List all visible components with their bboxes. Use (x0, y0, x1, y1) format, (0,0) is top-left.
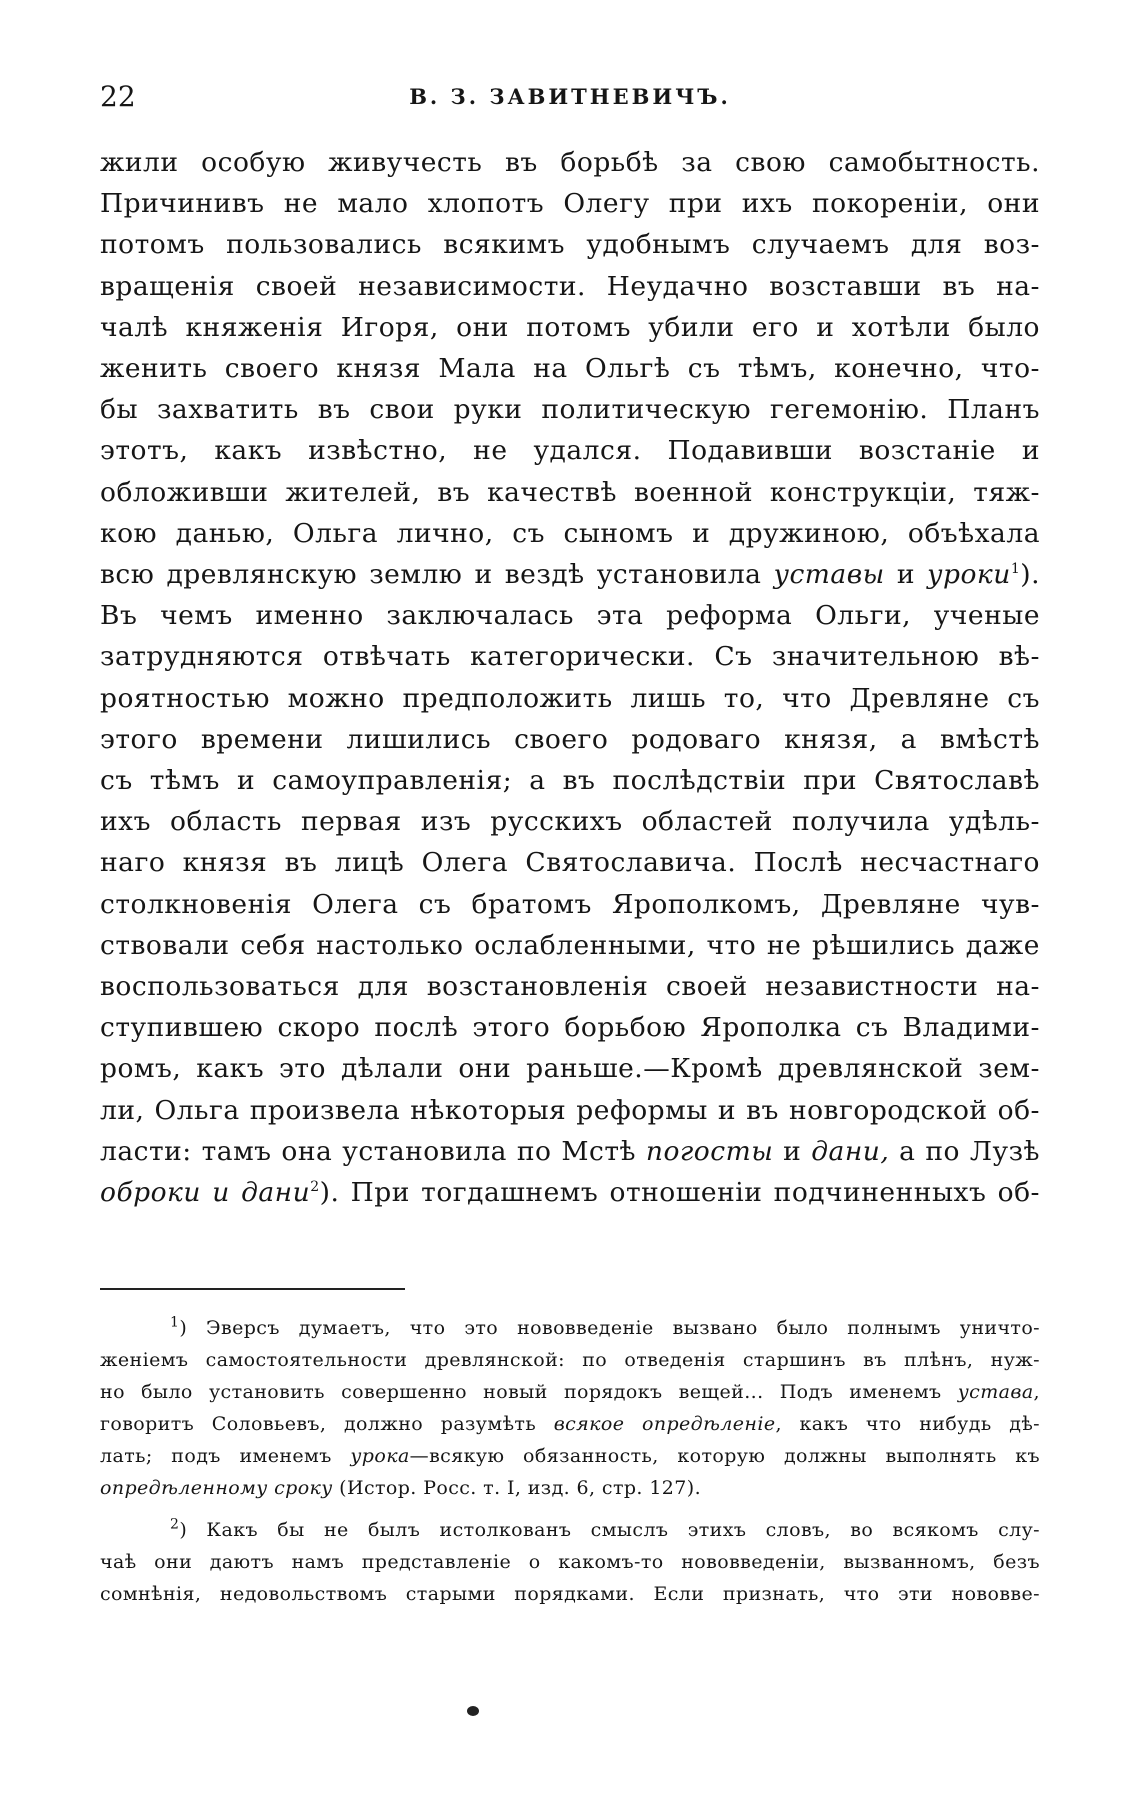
footnote-2: $^2$) Какъ бы не былъ истолкованъ смыслъ этихъ словъ, во всякомъ слу- (170, 1516, 1040, 1541)
footnote-ref: 1 (1010, 561, 1021, 578)
text-line: оброки и дани$^2$). При тогдашнемъ отношеніи подчиненныхъ об- (100, 1177, 1040, 1209)
text-line: этого времени лишились своего родоваго князя, а вмѣстѣ (100, 723, 1040, 755)
text-line: Причинивъ не мало хлопотъ Олегу при ихъ покореніи, они (100, 188, 1040, 220)
footnote-line: говоритъ Соловьевъ, должно разумѣть всякое опредѣленіе, какъ что нибудь дѣ- (100, 1413, 1040, 1435)
text-line: потомъ пользовались всякимъ удобнымъ случаемъ для воз- (100, 229, 1040, 261)
footnote-line: женіемъ самостоятельности древлянской: по отведенія старшинъ въ плѣнъ, нуж- (100, 1349, 1040, 1371)
footnote-line: сомнѣнія, недовольствомъ старыми порядками. Если признать, что эти нововве- (100, 1583, 1040, 1605)
footnote-line: лать; подъ именемъ урока—всякую обязанность, которую должны выполнять къ (100, 1445, 1040, 1467)
text-line: съ тѣмъ и самоуправленія; а въ послѣдствіи при Святославѣ (100, 765, 1040, 797)
text-line: кою данью, Ольга лично, съ сыномъ и дружиною, объѣхала (100, 517, 1040, 549)
ink-blot-mark (467, 1706, 479, 1716)
running-head: В. З. ЗАВИТНЕВИЧЪ. (409, 84, 731, 109)
footnote-line: чаѣ они даютъ намъ представленіе о какомъ-то нововведеніи, вызванномъ, безъ (100, 1551, 1040, 1573)
text-line: ли, Ольга произвела нѣкоторыя реформы и въ новгородской об- (100, 1094, 1040, 1126)
footnote-ref: 2 (310, 1179, 320, 1196)
text-line: этотъ, какъ извѣстно, не удался. Подавивши возстаніе и (100, 435, 1040, 467)
footnote-marker: 2 (170, 1516, 180, 1533)
text-line: обложивши жителей, въ качествѣ военной конструкціи, тяж- (100, 476, 1040, 508)
text-line: вращенія своей независимости. Неудачно возставши въ на- (100, 270, 1040, 302)
footnotes (100, 1312, 1040, 1610)
text-line: столкновенія Олега съ братомъ Ярополкомъ, Древляне чув- (100, 888, 1040, 920)
text-line: всю древлянскую землю и вездѣ установила уставы и уроки$^1$). (100, 559, 1040, 591)
text-line: женить своего князя Мала на Ольгѣ съ тѣмъ, конечно, что- (100, 353, 1040, 385)
text-line: наго князя въ лицѣ Олега Святославича. Послѣ несчастнаго (100, 847, 1040, 879)
main-text (100, 142, 1040, 1213)
footnote-divider (100, 1288, 405, 1290)
footnote-line: но было установить совершенно новый порядокъ вещей... Подъ именемъ устава, (100, 1381, 1040, 1403)
footnote-line: опредѣленному сроку (Истор. Росс. т. I, изд. 6, стр. 127). (100, 1477, 702, 1499)
page-number: 22 (100, 80, 136, 113)
text-line: ступившею скоро послѣ этого борьбою Ярополка съ Владими- (100, 1012, 1040, 1044)
footnote-marker: 1 (170, 1314, 180, 1331)
text-line: жили особую живучесть въ борьбѣ за свою самобытность. (100, 147, 1040, 178)
text-line: ствовали себя настолько ослабленными, что не рѣшились даже (100, 929, 1040, 961)
text-line: роятностью можно предположить лишь то, что Древляне съ (100, 682, 1040, 714)
text-line: затрудняются отвѣчать категорически. Съ значительною вѣ- (100, 641, 1040, 673)
text-line: чалѣ княженія Игоря, они потомъ убили его и хотѣли было (100, 311, 1040, 343)
text-line: ихъ область первая изъ русскихъ областей получила удѣль- (100, 806, 1040, 838)
footnote-1: $^1$) Эверсъ думаетъ, что это нововведеніе вызвано было полнымъ уничто- (170, 1314, 1040, 1339)
text-line: Въ чемъ именно заключалась эта реформа Ольги, ученые (100, 600, 1040, 632)
text-line: бы захватить въ свои руки политическую гегемонію. Планъ (100, 394, 1040, 426)
text-line: ромъ, какъ это дѣлали они раньше.—Кромѣ древлянской зем- (100, 1053, 1040, 1085)
text-line: ласти: тамъ она установила по Мстѣ погосты и дани, а по Лузѣ (100, 1135, 1041, 1167)
text-line: воспользоваться для возстановленія своей независтности на- (100, 971, 1040, 1003)
